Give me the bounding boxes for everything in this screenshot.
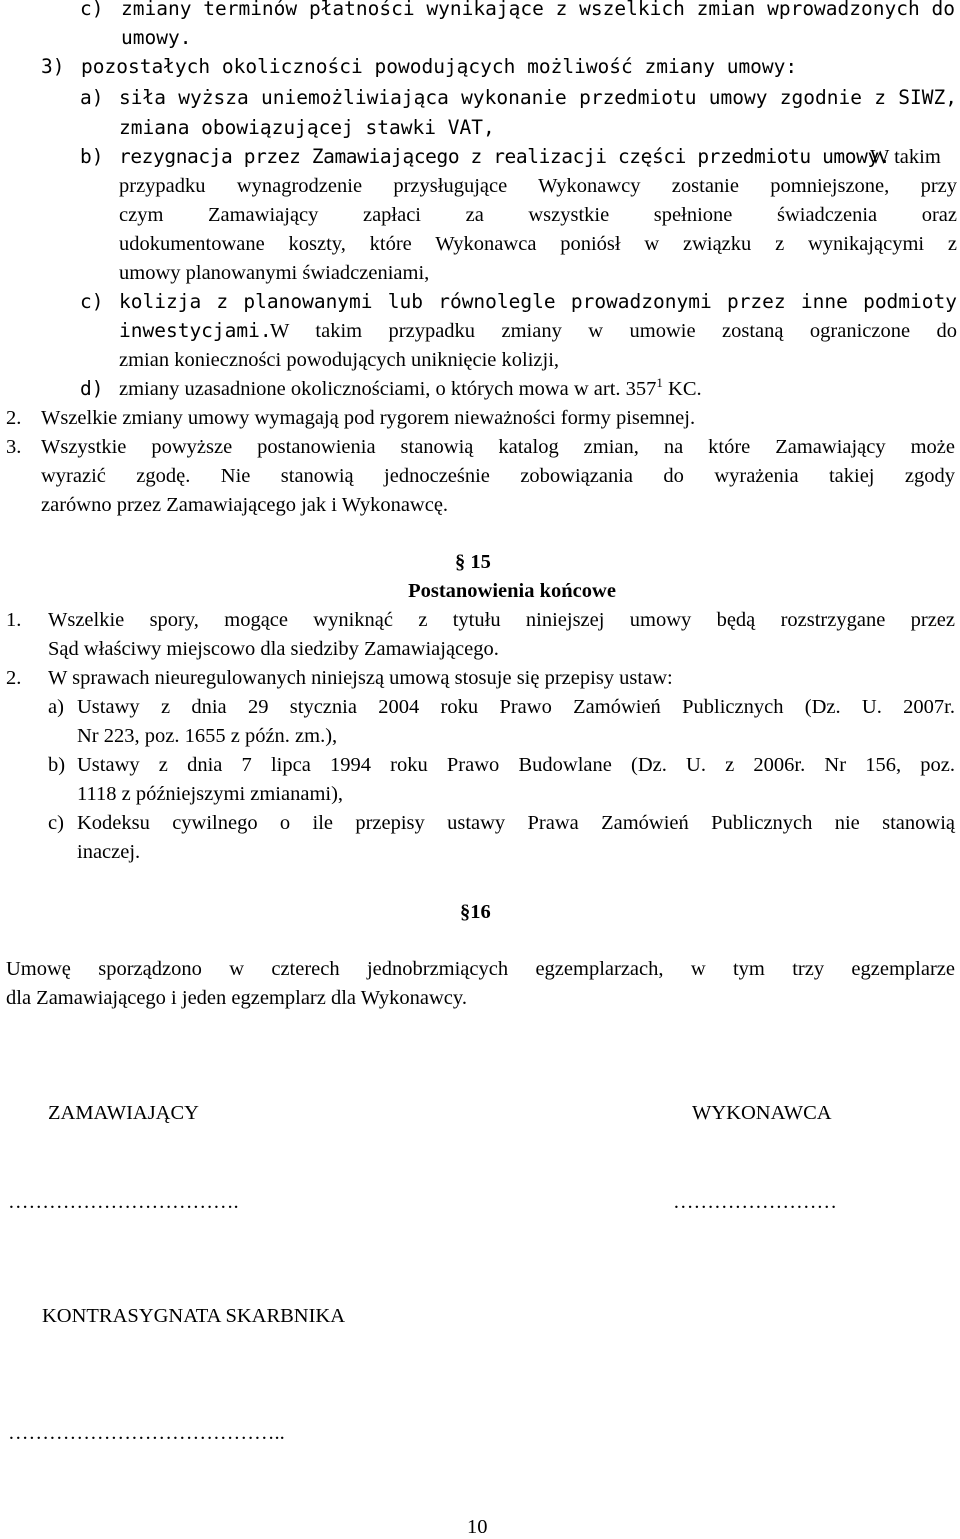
para-3-line2: wyrazić zgodę. Nie stanowią jednocześnie zobowiązania do wyrażenia takiej zgody: [41, 465, 955, 487]
s15-para-1-line2: Sąd właściwy miejscowo dla siedziby Zamawiającego.: [48, 638, 499, 660]
s15-item-a-line2: Nr 223, poz. 1655 z późn. zm.),: [77, 725, 338, 747]
item-3b-line3: czym Zamawiający zapłaci za wszystkie spełnione świadczenia oraz: [119, 204, 957, 226]
item-3d-text: zmiany uzasadnione okolicznościami, o których mowa w art. $357^1$ KC.: [119, 375, 702, 400]
item-3b-line5: umowy planowanymi świadczeniami,: [119, 262, 430, 284]
prev-item-c-line2: umowy.: [121, 26, 192, 49]
section-15-title: Postanowienia końcowe: [408, 580, 616, 602]
item-3c-line3: zmian konieczności powodujących uniknięcie kolizji,: [119, 349, 560, 371]
item-3d-marker: d): [80, 377, 104, 400]
section-15-heading: § 15: [455, 551, 491, 573]
item-3c-line1: kolizja z planowanymi lub równolegle prowadzonymi przez inne podmioty: [119, 290, 957, 313]
item-3b-line1: rezygnacja przez Zamawiającego z realizacji części przedmiotu umowy.: [119, 145, 891, 168]
para-2-marker: 2.: [6, 407, 22, 429]
item-3c-marker: c): [80, 290, 104, 313]
section-16-heading: §16: [460, 901, 491, 923]
prev-item-c-line1: zmiany terminów płatności wynikające z wszelkich zmian wprowadzonych do: [121, 0, 955, 20]
countersign-label: KONTRASYGNATA SKARBNIKA: [42, 1305, 346, 1327]
s15-item-b-line1: Ustawy z dnia 7 lipca 1994 roku Prawo Budowlane (Dz. U. z 2006r. Nr 156, poz.: [77, 754, 955, 776]
item-3c-line2-rest: W takim przypadku zmiany w umowie zostaną ograniczone do: [270, 320, 957, 342]
signature-line-right: ……………………: [673, 1191, 837, 1213]
para-3-line3: zarówno przez Zamawiającego jak i Wykonawcę.: [41, 494, 449, 516]
s15-item-b-line2: 1118 z późniejszymi zmianami),: [77, 783, 344, 805]
s15-item-c-line2: inaczej.: [77, 841, 141, 863]
s15-para-1-marker: 1.: [6, 609, 22, 631]
s15-item-c-marker: c): [48, 812, 64, 834]
s15-item-a-line1: Ustawy z dnia 29 stycznia 2004 roku Prawo Zamówień Publicznych (Dz. U. 2007r.: [77, 696, 955, 718]
signature-label-right: WYKONAWCA: [692, 1102, 832, 1124]
item-3b-line1-rest: W takim: [870, 146, 941, 168]
signature-line-left: …………………………….: [8, 1191, 239, 1213]
item-3a-line2: zmiana obowiązującej stawki VAT,: [119, 116, 495, 139]
para-3-line1: Wszystkie powyższe postanowienia stanowią katalog zmian, na które Zamawiający może: [41, 436, 955, 458]
s15-item-c-line1: Kodeksu cywilnego o ile przepisy ustawy Prawa Zamówień Publicznych nie stanowią: [77, 812, 955, 834]
signature-label-left: ZAMAWIAJĄCY: [48, 1102, 199, 1124]
s15-para-2-text: W sprawach nieuregulowanych niniejszą umową stosuje się przepisy ustaw:: [48, 667, 673, 689]
item-3b-marker: b): [80, 145, 104, 168]
countersign-line: …………………………………..: [8, 1422, 285, 1444]
s16-text-line1: Umowę sporządzono w czterech jednobrzmiących egzemplarzach, w tym trzy egzemplarze: [6, 958, 955, 980]
s15-para-2-marker: 2.: [6, 667, 22, 689]
s15-item-a-marker: a): [48, 696, 64, 718]
item-3b-line4: udokumentowane koszty, które Wykonawca poniósł w związku z wynikającymi z: [119, 233, 957, 255]
prev-item-c-marker: c): [80, 0, 104, 20]
para-2-text: Wszelkie zmiany umowy wymagają pod rygorem nieważności formy pisemnej.: [41, 407, 696, 429]
para-3-marker: 3.: [6, 436, 22, 458]
item-3a-marker: a): [80, 86, 104, 109]
item-3-marker: 3): [41, 55, 65, 78]
s16-text-line2: dla Zamawiającego i jeden egzemplarz dla Wykonawcy.: [6, 987, 467, 1009]
item-3c-line2: inwestycjami.: [119, 319, 272, 342]
s15-item-b-marker: b): [48, 754, 66, 776]
item-3a-line1: siła wyższa uniemożliwiająca wykonanie przedmiotu umowy zgodnie z SIWZ,: [119, 86, 957, 109]
page-number: 10: [467, 1516, 488, 1538]
item-3-text: pozostałych okoliczności powodujących możliwość zmiany umowy:: [81, 55, 798, 78]
item-3d-sup: 1: [656, 375, 663, 391]
s15-para-1-line1: Wszelkie spory, mogące wyniknąć z tytułu niniejszej umowy będą rozstrzygane przez: [48, 609, 955, 631]
item-3b-line2: przypadku wynagrodzenie przysługujące Wykonawcy zostanie pomniejszone, przy: [119, 175, 957, 197]
